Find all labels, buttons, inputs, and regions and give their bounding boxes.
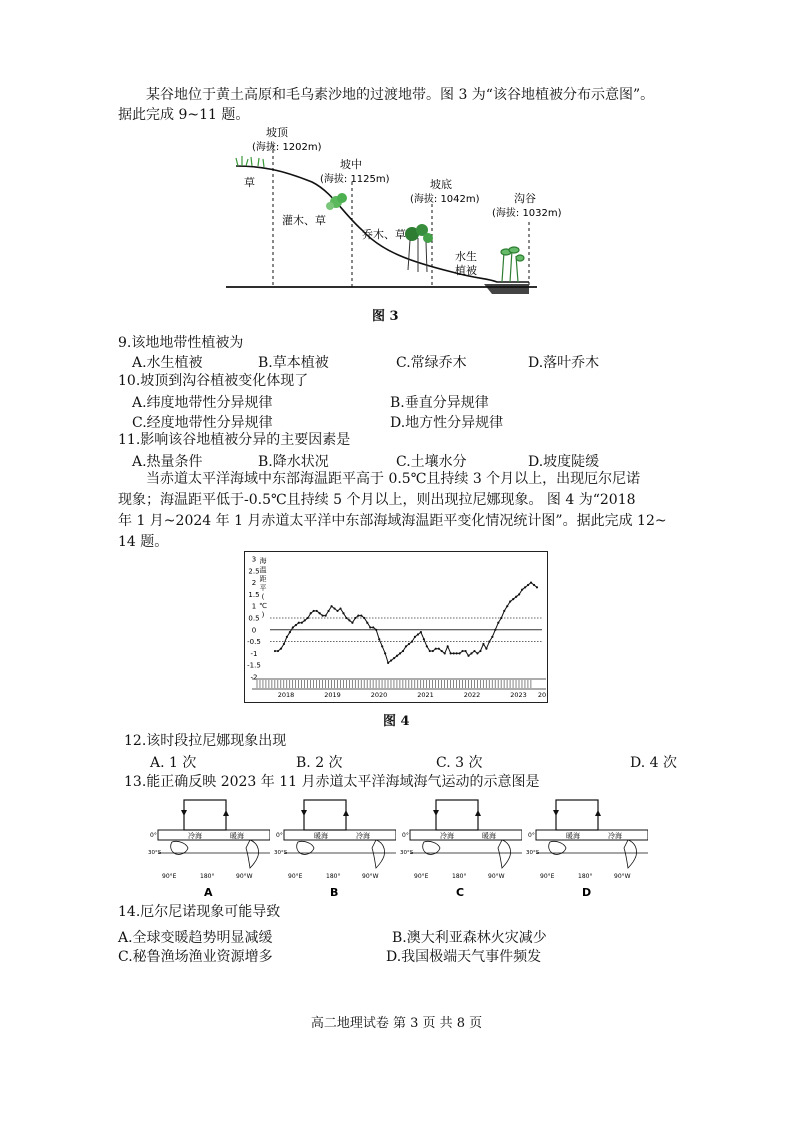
data-point: [399, 652, 401, 654]
y-axis-label-char: 平: [259, 584, 267, 592]
x-year-label: 2020: [370, 691, 388, 699]
data-point: [533, 584, 535, 586]
data-point: [393, 657, 395, 659]
q14-stem: 14.厄尔尼诺现象可能导致: [118, 904, 281, 920]
data-point: [494, 629, 496, 631]
data-point: [482, 643, 484, 645]
data-point: [503, 610, 505, 612]
data-point: [363, 617, 365, 619]
q13-option-letter: A: [204, 886, 213, 899]
y-tick-label: 0.5: [248, 614, 260, 623]
intro2-line-2: 现象；海温距平低于-0.5℃且持续 5 个月以上，则出现拉尼娜现象。 图 4 为“2018: [118, 492, 636, 508]
data-point: [369, 626, 371, 628]
x-year-label: 2023: [510, 691, 527, 699]
circulation-arrow: [433, 810, 481, 816]
data-point: [274, 650, 276, 652]
q10-option-d[interactable]: D.地方性分异规律: [390, 415, 504, 431]
label-grass: 草: [244, 176, 255, 189]
q12-option-a[interactable]: A. 1 次: [150, 755, 197, 771]
data-point: [342, 612, 344, 614]
data-point: [429, 650, 431, 652]
q13-diagram-c[interactable]: [400, 796, 522, 900]
data-point: [333, 607, 335, 609]
data-point: [325, 615, 327, 617]
data-point: [360, 615, 362, 617]
q12-option-b[interactable]: B. 2 次: [296, 755, 343, 771]
label-slope-top-alt: (海拔: 1202m): [252, 142, 322, 153]
data-point: [476, 652, 478, 654]
south-america-map-icon: [372, 840, 385, 868]
intro-line-2: 据此完成 9~11 题。: [118, 107, 250, 123]
data-point: [292, 626, 294, 628]
x-year-label: 20: [537, 691, 547, 699]
intro2-line-3: 年 1 月~2024 年 1 月赤道太平洋中东部海域海温距平变化情况统计图”。据此完成 12~: [118, 513, 667, 529]
data-point: [316, 610, 318, 612]
label-slope-mid: 坡中: [340, 158, 362, 171]
figure-4-caption: 图 4: [383, 714, 410, 729]
latitude-label: 30°S: [148, 850, 162, 856]
label-slope-bottom: 坡底: [430, 178, 452, 191]
q10-option-a[interactable]: A.纬度地带性分异规律: [132, 395, 273, 411]
data-point: [423, 638, 425, 640]
data-point: [441, 650, 443, 652]
label-gully-alt: (海拔: 1032m): [492, 208, 562, 219]
q13-diagram-b[interactable]: [274, 796, 396, 900]
q9-stem: 9.该地地带性植被为: [118, 335, 244, 351]
data-point: [527, 584, 529, 586]
data-point: [366, 622, 368, 624]
q11-option-d[interactable]: D.坡度陡缓: [528, 454, 600, 470]
australia-map-icon: [297, 841, 314, 854]
data-point: [447, 645, 449, 647]
data-point: [530, 582, 532, 584]
latitude-label: 0°: [150, 832, 157, 839]
longitude-label: 180°: [200, 873, 215, 880]
figure-4-sst-anomaly-chart: [244, 551, 548, 703]
data-point: [322, 615, 324, 617]
data-point: [500, 617, 502, 619]
data-point: [277, 650, 279, 652]
label-tree-grass: 乔木、草: [362, 228, 406, 241]
data-point: [304, 619, 306, 621]
data-point: [521, 589, 523, 591]
tree-icon: [405, 224, 433, 272]
west-pacific-label: 冷海: [188, 832, 202, 840]
q11-option-a[interactable]: A.热量条件: [132, 454, 203, 470]
data-point: [348, 619, 350, 621]
data-point: [432, 650, 434, 652]
data-point: [497, 622, 499, 624]
y-axis-label-char: 距: [259, 575, 267, 583]
y-tick-label: -0.5: [247, 638, 261, 647]
y-axis-label-char: ): [261, 611, 265, 619]
data-point: [458, 652, 460, 654]
intro-line-1: 某谷地位于黄土高原和毛乌素沙地的过渡地带。图 3 为“该谷地植被分布示意图”。: [146, 87, 655, 103]
data-point: [515, 596, 517, 598]
data-point: [378, 638, 380, 640]
y-tick-label: -1: [250, 649, 258, 658]
label-aquatic-1: 水生: [455, 250, 477, 263]
q14-option-c[interactable]: C.秘鲁渔场渔业资源增多: [118, 949, 273, 965]
q13-option-letter: B: [330, 886, 339, 899]
data-point: [524, 586, 526, 588]
latitude-label: 0°: [276, 832, 283, 839]
data-point: [390, 659, 392, 661]
longitude-label: 90°W: [488, 873, 505, 880]
data-point: [295, 624, 297, 626]
y-tick-label: -1.5: [247, 661, 261, 670]
longitude-label: 90°E: [288, 873, 303, 880]
label-gully: 沟谷: [514, 192, 536, 205]
data-point: [280, 648, 282, 650]
east-pacific-label: 暖海: [482, 832, 496, 840]
data-point: [298, 622, 300, 624]
data-point: [438, 648, 440, 650]
data-point: [488, 641, 490, 643]
figure-3-caption: 图 3: [372, 309, 399, 324]
data-point: [485, 648, 487, 650]
data-point: [357, 615, 359, 617]
q9-option-c[interactable]: C.常绿乔木: [396, 355, 467, 371]
longitude-label: 90°W: [236, 873, 253, 880]
data-point: [301, 622, 303, 624]
latitude-label: 30°S: [274, 850, 288, 856]
q14-option-d[interactable]: D.我国极端天气事件频发: [386, 949, 542, 965]
data-point: [506, 605, 508, 607]
south-america-map-icon: [498, 840, 511, 868]
east-pacific-label: 暖海: [230, 832, 244, 840]
australia-map-icon: [423, 841, 440, 854]
data-point: [375, 629, 377, 631]
data-point: [402, 650, 404, 652]
data-point: [435, 648, 437, 650]
q14-option-b[interactable]: B.澳大利亚森林火灾减少: [392, 930, 547, 946]
label-shrub-grass: 灌木、草: [282, 214, 326, 227]
q9-option-d[interactable]: D.落叶乔木: [528, 355, 600, 371]
longitude-label: 90°W: [614, 873, 631, 880]
longitude-label: 90°W: [362, 873, 379, 880]
data-point: [330, 605, 332, 607]
data-point: [479, 650, 481, 652]
east-pacific-label: 冷海: [608, 832, 622, 840]
label-slope-mid-alt: (海拔: 1125m): [320, 174, 390, 185]
y-tick-label: 1: [251, 602, 257, 611]
circulation-arrow: [301, 810, 349, 816]
q12-stem: 12.该时段拉尼娜现象出现: [124, 733, 287, 749]
data-point: [536, 586, 538, 588]
y-axis-label-char: 温: [259, 566, 267, 574]
aquatic-plant-icon: [501, 247, 524, 282]
y-axis-label-char: (: [261, 593, 265, 601]
x-year-label: 2018: [277, 691, 295, 699]
data-point: [354, 617, 356, 619]
data-point: [414, 636, 416, 638]
figure-3-vegetation-diagram: [222, 122, 567, 294]
data-point: [307, 617, 309, 619]
latitude-label: 30°S: [526, 850, 540, 856]
q13-option-letter: D: [582, 886, 592, 899]
data-point: [286, 636, 288, 638]
q10-option-c[interactable]: C.经度地带性分异规律: [132, 415, 273, 431]
data-point: [408, 643, 410, 645]
data-point: [450, 652, 452, 654]
q14-option-a[interactable]: A.全球变暖趋势明显减缓: [118, 930, 273, 946]
y-tick-label: 1.5: [248, 590, 260, 599]
q12-option-d[interactable]: D. 4 次: [630, 755, 677, 771]
data-point: [405, 645, 407, 647]
x-year-label: 2021: [417, 691, 434, 699]
label-aquatic-2: 植被: [455, 264, 477, 277]
longitude-label: 180°: [452, 873, 467, 880]
page-footer: 高二地理试卷 第 3 页 共 8 页: [310, 1016, 483, 1031]
data-point: [417, 633, 419, 635]
q13-stem: 13.能正确反映 2023 年 11 月赤道太平洋海域海气运动的示意图是: [124, 774, 540, 790]
q13-diagrams: [148, 796, 648, 900]
intro2-line-1: 当赤道太平洋海域中东部海温距平高于 0.5℃且持续 3 个月以上，出现厄尔尼诺: [146, 471, 641, 487]
data-point: [351, 622, 353, 624]
data-point: [509, 600, 511, 602]
q13-diagram-d[interactable]: [526, 796, 648, 900]
y-axis-label-char: 海: [259, 557, 267, 565]
x-year-label: 2022: [463, 691, 481, 699]
q12-option-c[interactable]: C. 3 次: [436, 755, 483, 771]
south-america-map-icon: [246, 840, 259, 868]
latitude-label: 30°S: [400, 850, 414, 856]
label-slope-bottom-alt: (海拔: 1042m): [410, 194, 480, 205]
data-point: [467, 655, 469, 657]
intro2-line-4: 14 题。: [118, 534, 169, 550]
data-point: [387, 662, 389, 664]
q11-stem: 11.影响该谷地植被分异的主要因素是: [118, 432, 351, 448]
data-point: [512, 598, 514, 600]
y-tick-label: 3: [251, 555, 257, 564]
data-point: [473, 650, 475, 652]
label-slope-top: 坡顶: [266, 126, 288, 139]
west-pacific-label: 暖海: [566, 832, 580, 840]
q10-stem: 10.坡顶到沟谷植被变化体现了: [118, 373, 309, 389]
y-tick-label: -2: [250, 673, 258, 682]
circulation-arrow: [181, 810, 229, 816]
data-point: [336, 610, 338, 612]
data-point: [464, 650, 466, 652]
data-point: [456, 652, 458, 654]
data-point: [310, 612, 312, 614]
australia-map-icon: [171, 841, 188, 854]
q13-option-letter: C: [456, 886, 465, 899]
data-point: [411, 641, 413, 643]
data-point: [283, 643, 285, 645]
q9-option-a[interactable]: A.水生植被: [132, 355, 203, 371]
data-point: [339, 607, 341, 609]
x-year-label: 2019: [324, 691, 341, 699]
west-pacific-label: 冷海: [440, 832, 454, 840]
y-axis-label-char: ℃: [259, 602, 267, 610]
data-point: [372, 626, 374, 628]
q10-option-b[interactable]: B.垂直分异规律: [390, 395, 489, 411]
data-point: [518, 593, 520, 595]
data-point: [345, 617, 347, 619]
west-pacific-label: 暖海: [314, 832, 328, 840]
data-point: [396, 655, 398, 657]
data-point: [289, 631, 291, 633]
latitude-label: 0°: [402, 832, 409, 839]
australia-map-icon: [549, 841, 566, 854]
data-point: [491, 636, 493, 638]
y-tick-label: 2: [251, 579, 257, 588]
latitude-label: 0°: [528, 832, 535, 839]
y-tick-label: 2.5: [248, 567, 260, 576]
data-point: [453, 652, 455, 654]
longitude-label: 90°E: [414, 873, 429, 880]
data-point: [420, 631, 422, 633]
circulation-arrow: [553, 810, 601, 816]
data-point: [327, 610, 329, 612]
data-point: [319, 612, 321, 614]
q9-option-b[interactable]: B.草本植被: [258, 355, 329, 371]
south-america-map-icon: [624, 840, 637, 868]
q13-diagram-a[interactable]: [148, 796, 270, 900]
q11-option-b[interactable]: B.降水状况: [258, 454, 329, 470]
q11-option-c[interactable]: C.土壤水分: [396, 454, 467, 470]
data-point: [470, 652, 472, 654]
longitude-label: 90°E: [540, 873, 555, 880]
data-point: [444, 652, 446, 654]
data-point: [426, 645, 428, 647]
y-tick-label: 0: [251, 626, 257, 635]
east-pacific-label: 冷海: [356, 832, 370, 840]
longitude-label: 180°: [326, 873, 341, 880]
longitude-label: 180°: [578, 873, 593, 880]
data-point: [384, 652, 386, 654]
data-point: [313, 610, 315, 612]
longitude-label: 90°E: [162, 873, 177, 880]
data-point: [381, 645, 383, 647]
data-point: [461, 650, 463, 652]
